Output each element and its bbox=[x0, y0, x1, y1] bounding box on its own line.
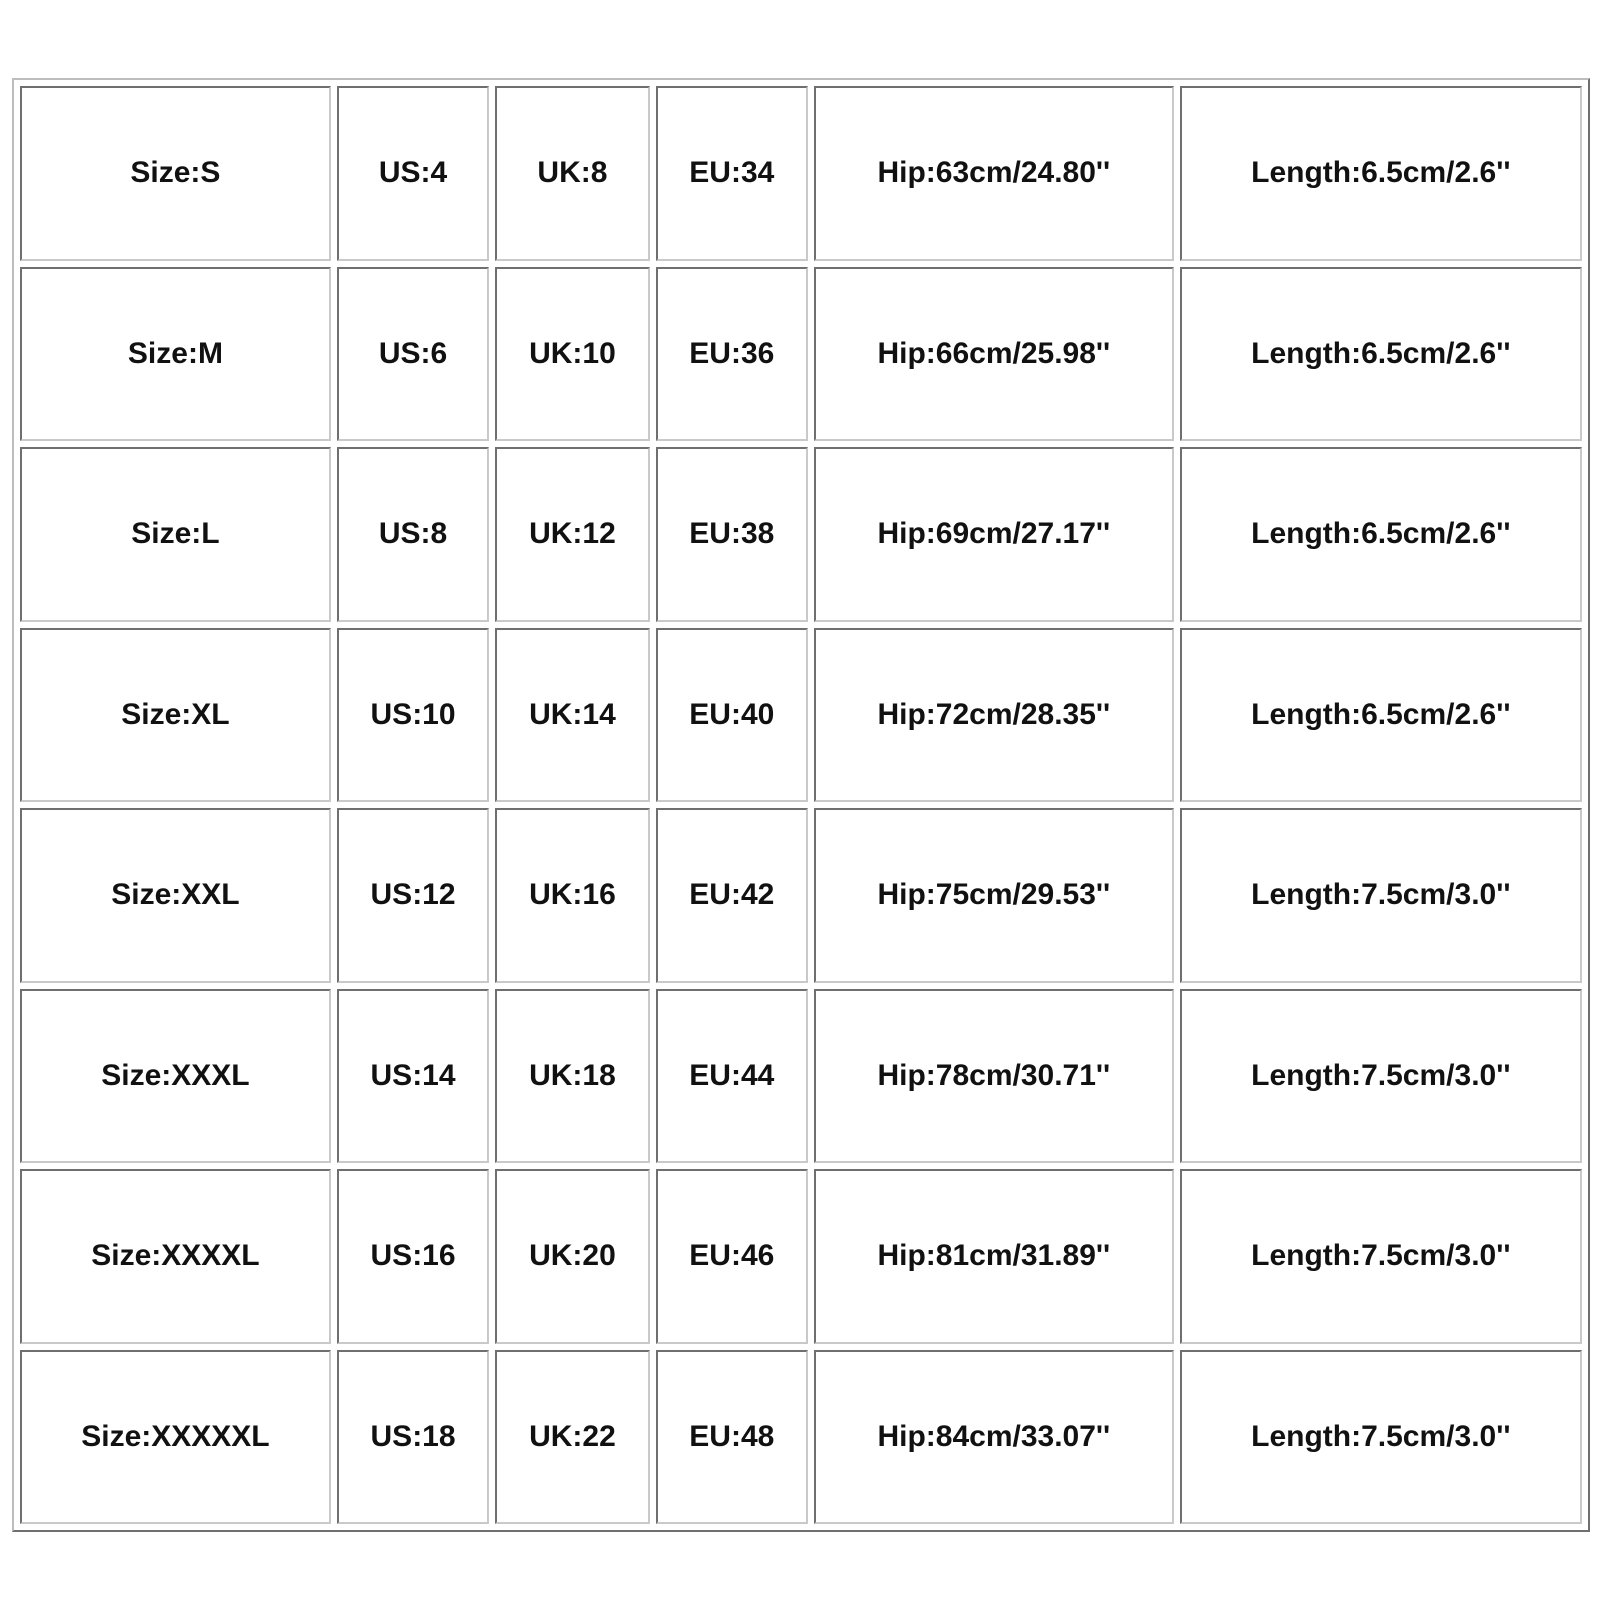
us-size-cell: US:4 bbox=[337, 86, 489, 261]
table-row bbox=[20, 447, 1582, 622]
size-cell: Size:XXXXL bbox=[20, 1169, 331, 1344]
us-size-cell: US:16 bbox=[337, 1169, 489, 1344]
us-size-cell: US:8 bbox=[337, 447, 489, 622]
length-cell: Length:6.5cm/2.6'' bbox=[1180, 86, 1582, 261]
hip-cell: Hip:75cm/29.53'' bbox=[814, 808, 1174, 983]
us-size-cell: US:10 bbox=[337, 628, 489, 803]
eu-size-cell: EU:40 bbox=[656, 628, 808, 803]
table-row bbox=[20, 808, 1582, 983]
uk-size-cell: UK:18 bbox=[495, 989, 649, 1164]
length-cell: Length:7.5cm/3.0'' bbox=[1180, 1350, 1582, 1525]
hip-cell: Hip:78cm/30.71'' bbox=[814, 989, 1174, 1164]
eu-size-cell: EU:38 bbox=[656, 447, 808, 622]
size-cell: Size:S bbox=[20, 86, 331, 261]
uk-size-cell: UK:12 bbox=[495, 447, 649, 622]
eu-size-cell: EU:48 bbox=[656, 1350, 808, 1525]
length-cell: Length:6.5cm/2.6'' bbox=[1180, 267, 1582, 442]
uk-size-cell: UK:20 bbox=[495, 1169, 649, 1344]
hip-cell: Hip:81cm/31.89'' bbox=[814, 1169, 1174, 1344]
table-row bbox=[20, 86, 1582, 261]
table-row bbox=[20, 267, 1582, 442]
length-cell: Length:7.5cm/3.0'' bbox=[1180, 808, 1582, 983]
table-row bbox=[20, 1169, 1582, 1344]
us-size-cell: US:14 bbox=[337, 989, 489, 1164]
eu-size-cell: EU:46 bbox=[656, 1169, 808, 1344]
us-size-cell: US:6 bbox=[337, 267, 489, 442]
eu-size-cell: EU:36 bbox=[656, 267, 808, 442]
length-cell: Length:6.5cm/2.6'' bbox=[1180, 447, 1582, 622]
uk-size-cell: UK:14 bbox=[495, 628, 649, 803]
size-cell: Size:L bbox=[20, 447, 331, 622]
size-cell: Size:XXXXXL bbox=[20, 1350, 331, 1525]
us-size-cell: US:12 bbox=[337, 808, 489, 983]
hip-cell: Hip:66cm/25.98'' bbox=[814, 267, 1174, 442]
hip-cell: Hip:69cm/27.17'' bbox=[814, 447, 1174, 622]
hip-cell: Hip:84cm/33.07'' bbox=[814, 1350, 1174, 1525]
eu-size-cell: EU:44 bbox=[656, 989, 808, 1164]
table-row bbox=[20, 1350, 1582, 1525]
hip-cell: Hip:72cm/28.35'' bbox=[814, 628, 1174, 803]
size-cell: Size:XXL bbox=[20, 808, 331, 983]
size-cell: Size:XL bbox=[20, 628, 331, 803]
length-cell: Length:7.5cm/3.0'' bbox=[1180, 989, 1582, 1164]
table-row bbox=[20, 628, 1582, 803]
uk-size-cell: UK:16 bbox=[495, 808, 649, 983]
size-cell: Size:XXXL bbox=[20, 989, 331, 1164]
uk-size-cell: UK:10 bbox=[495, 267, 649, 442]
uk-size-cell: UK:22 bbox=[495, 1350, 649, 1525]
size-chart-table bbox=[12, 78, 1590, 1532]
length-cell: Length:6.5cm/2.6'' bbox=[1180, 628, 1582, 803]
uk-size-cell: UK:8 bbox=[495, 86, 649, 261]
eu-size-cell: EU:42 bbox=[656, 808, 808, 983]
eu-size-cell: EU:34 bbox=[656, 86, 808, 261]
size-cell: Size:M bbox=[20, 267, 331, 442]
hip-cell: Hip:63cm/24.80'' bbox=[814, 86, 1174, 261]
length-cell: Length:7.5cm/3.0'' bbox=[1180, 1169, 1582, 1344]
table-row bbox=[20, 989, 1582, 1164]
us-size-cell: US:18 bbox=[337, 1350, 489, 1525]
